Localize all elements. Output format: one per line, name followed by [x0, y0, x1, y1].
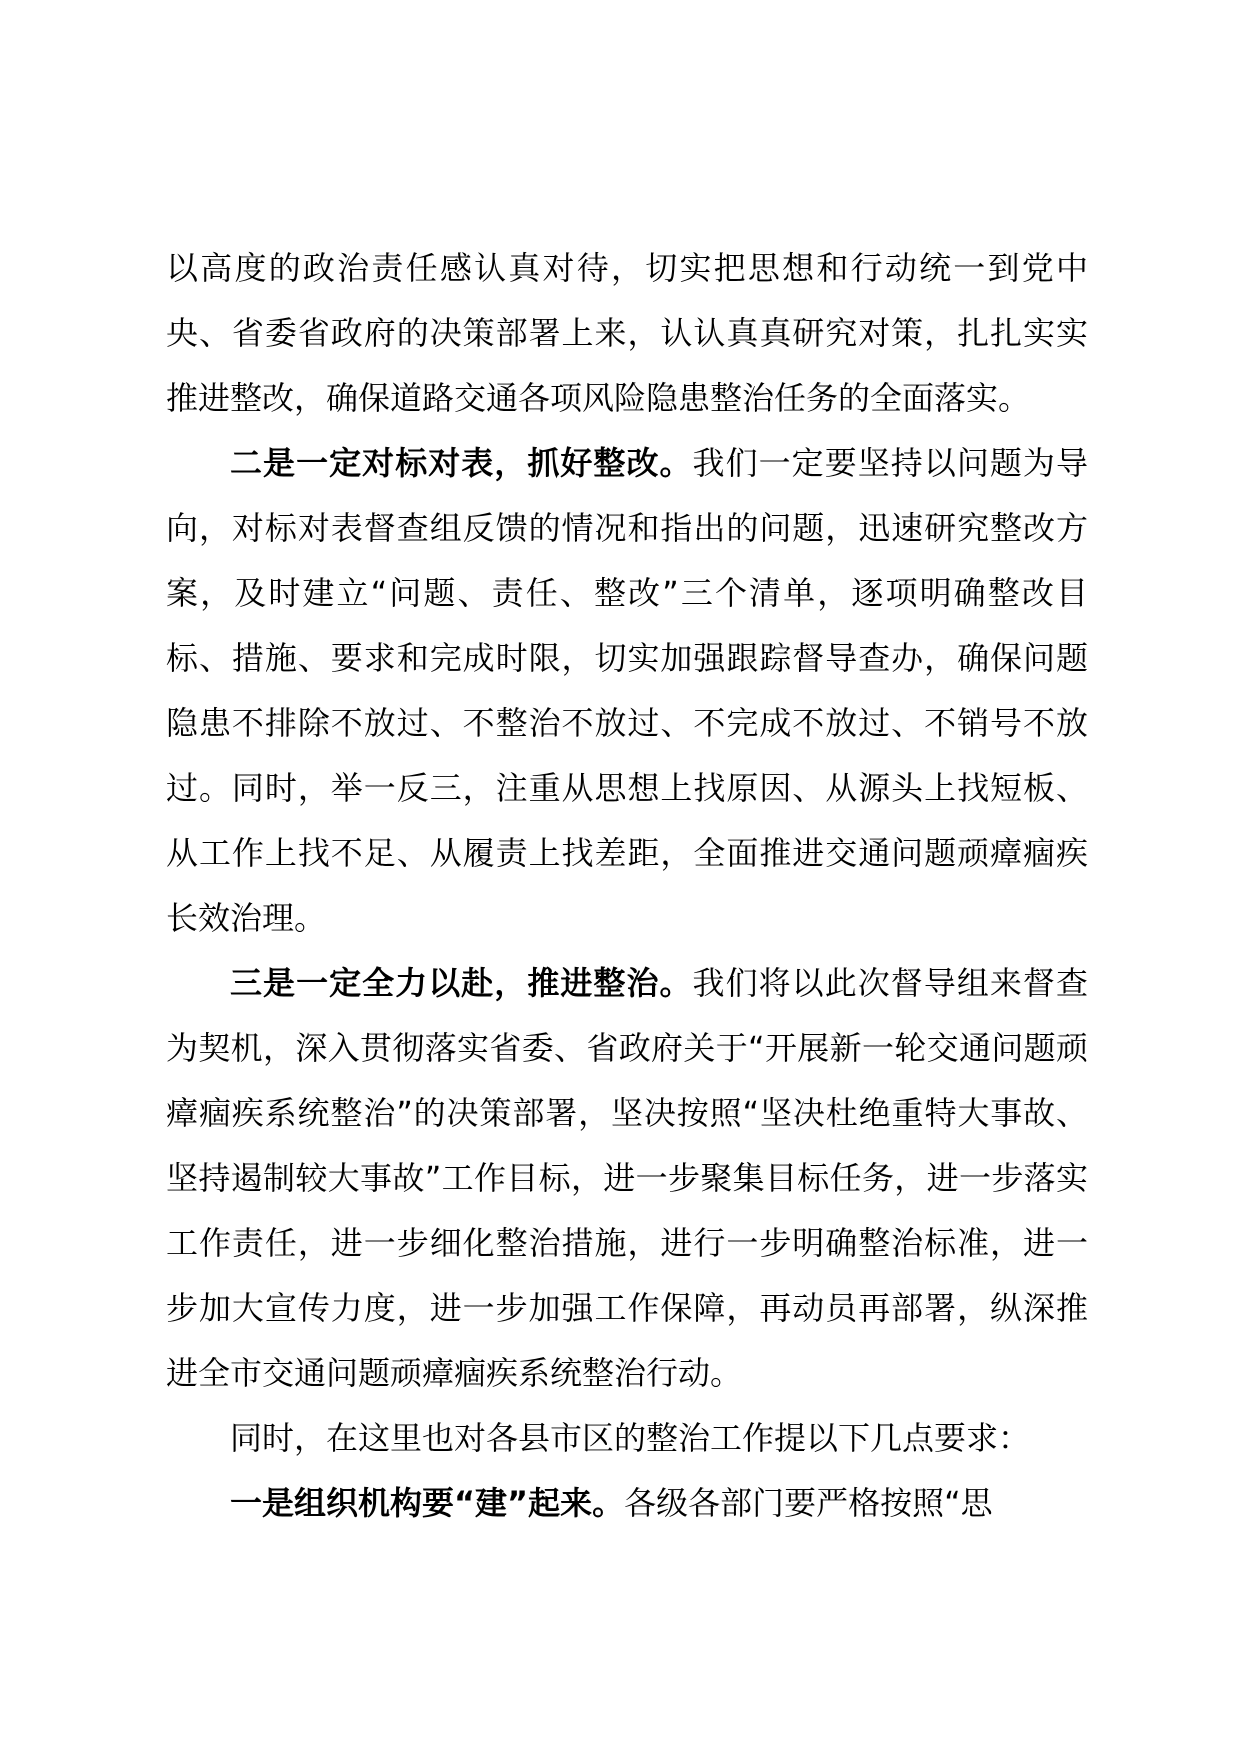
paragraph-3-text: 我们将以此次督导组来督查为契机，深入贯彻落实省委、省政府关于“开展新一轮交通问题顽瘴痼疾系统整治”的决策部署，坚决按照“坚决杜绝重特大事故、坚持遏制较大事故”工作目标，进一步聚集目标任务，进一步落实工作责任，进一步细化整治措施，进行一步明确整治标准，进一步加大宣传力度，进一步加强工作保障，再动员再部署，纵深推进全市交通问题顽瘴痼疾系统整治行动。: [166, 964, 1088, 1392]
document-body: [166, 236, 1088, 1536]
paragraph-5-text: 各级各部门要严格按照“思: [624, 1484, 993, 1522]
paragraph-2-heading: 二是一定对标对表，抓好整改。: [230, 444, 693, 482]
paragraph-3-heading: 三是一定全力以赴，推进整治。: [230, 964, 693, 1002]
paragraph-4-text: 同时，在这里也对各县市区的整治工作提以下几点要求：: [230, 1419, 1031, 1457]
paragraph-5-heading: 一是组织机构要“建”起来。: [230, 1484, 625, 1522]
paragraph-2: [166, 431, 1088, 951]
paragraph-3: [166, 951, 1088, 1406]
paragraph-4: [166, 1406, 1088, 1471]
paragraph-2-text: 我们一定要坚持以问题为导向，对标对表督查组反馈的情况和指出的问题，迅速研究整改方案，及时建立“问题、责任、整改”三个清单，逐项明确整改目标、措施、要求和完成时限，切实加强跟踪督导查办，确保问题隐患不排除不放过、不整治不放过、不完成不放过、不销号不放过。同时，举一反三，注重从思想上找原因、从源头上找短板、从工作上找不足、从履责上找差距，全面推进交通问题顽瘴痼疾长效治理。: [166, 444, 1088, 937]
paragraph-1: [166, 236, 1088, 431]
paragraph-5: [166, 1471, 1088, 1536]
paragraph-1-text: 以高度的政治责任感认真对待，切实把思想和行动统一到党中央、省委省政府的决策部署上来，认认真真研究对策，扎扎实实推进整改，确保道路交通各项风险隐患整治任务的全面落实。: [166, 249, 1088, 417]
